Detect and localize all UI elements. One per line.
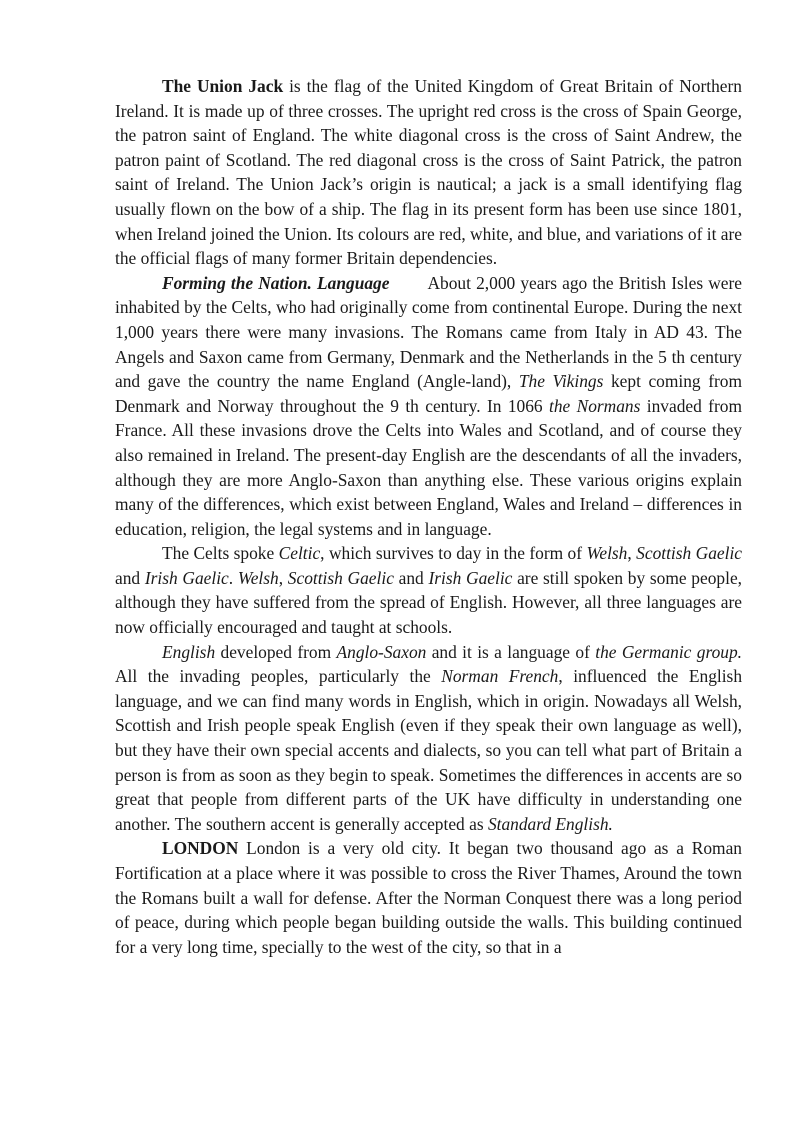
text-run: and it is a language of [426, 641, 596, 662]
paragraph-celtic-languages [115, 541, 742, 639]
text-run: developed from [215, 641, 337, 662]
text-run: kept coming from Denmark and Norway throughout the 9 th century. In 1066 [115, 371, 742, 416]
paragraph-english-language [115, 640, 742, 837]
term-union-jack: The Union Jack [162, 76, 284, 96]
text-run: All the invading peoples, particularly the [115, 666, 442, 687]
term-irish-gaelic: Irish Gaelic [144, 567, 229, 588]
text-run: and [115, 567, 145, 588]
text-run: , influenced the English language, and we can find many words in English, which in origin. Nowadays all Welsh, Scottish and Irish people speak English (even if they speak their own language as well), but they have their own special accents and dialects, so you can tell what part of Britain a person is from as soon as they begin to speak. Sometimes the differences in accents are so great that people from different parts of the UK have difficulty in understanding one another. The southern accent is generally accepted as [115, 666, 743, 834]
term-normans: the Normans [548, 395, 641, 416]
text-run: and [393, 567, 429, 588]
term-welsh: Welsh [237, 567, 279, 588]
term-anglo-saxon: Anglo-Saxon [336, 641, 427, 662]
text-run: , [627, 543, 637, 564]
text-run: are still spoken by some people, although they have suffered from the spread of English. However, all three languages are now officially encouraged and taught at schools. [115, 567, 743, 638]
paragraph-forming-the-nation [115, 271, 742, 542]
text-run: . [228, 567, 238, 588]
term-germanic-group: the Germanic group. [595, 641, 743, 662]
section-heading-london: LONDON [162, 838, 239, 859]
term-welsh: Welsh [586, 543, 628, 564]
text-run: is the flag of the United Kingdom of Great Britain of Northern Ireland. It is made up of three crosses. The upright red cross is the cross of Spain George, the patron saint of England. The white diagonal cross is the cross of Saint Andrew, the patron paint of Scotland. The red diagonal cross is the cross of Saint Patrick, the patron saint of Ireland. The Union Jack’s origin is nautical; a jack is a small identifying flag usually flown on the bow of a ship. The flag in its present form has been use since 1801, when Ireland joined the Union. Its colours are red, white, and blue, and variations of it are the official flags of many former Britain dependencies. [115, 76, 742, 269]
text-run: London is a very old city. It began two thousand ago as a Roman Fortification at a place where it was possible to cross the River Thames, Around the town the Romans built a wall for defense. After the Norman Conquest there was a long period of peace, during which people began building outside the walls. This building continued for a very long time, specially to the west of the city, so that in a [115, 838, 742, 957]
document-body [115, 74, 742, 959]
section-heading-forming-the-nation: Forming the Nation. Language [162, 272, 390, 293]
paragraph-union-jack [115, 74, 742, 271]
term-standard-english: Standard English. [487, 813, 613, 834]
text-run: , which survives to day in the form of [320, 543, 587, 564]
text-run: , [278, 567, 288, 588]
term-irish-gaelic: Irish Gaelic [428, 567, 513, 588]
text-run: invaded from France. All these invasions drove the Celts into Wales and Scotland, and of course they also remained in Ireland. The present-day English are the descendants of all the invaders, although they are more Anglo-Saxon than anything else. These various origins explain many of the differences, which exist between England, Wales and Ireland – differences in education, religion, the legal systems and in language. [115, 395, 742, 539]
term-scottish-gaelic: Scottish Gaelic [287, 567, 394, 588]
term-vikings: The Vikings [518, 371, 604, 392]
text-run: The Celts spoke [162, 543, 279, 564]
term-english: English [162, 641, 216, 662]
term-scottish-gaelic: Scottish Gaelic [636, 543, 742, 564]
term-celtic: Celtic [278, 543, 321, 564]
term-norman-french: Norman French [441, 666, 559, 687]
paragraph-london [115, 836, 742, 959]
text-run: About 2,000 years ago the British Isles were inhabited by the Celts, who had originally come from continental Europe. During the next 1,000 years there were many invasions. The Romans came from Italy in AD 43. The Angels and Saxon came from Germany, Denmark and the Netherlands in the 5 th century and gave the country the name England (Angle-land), [115, 272, 742, 392]
